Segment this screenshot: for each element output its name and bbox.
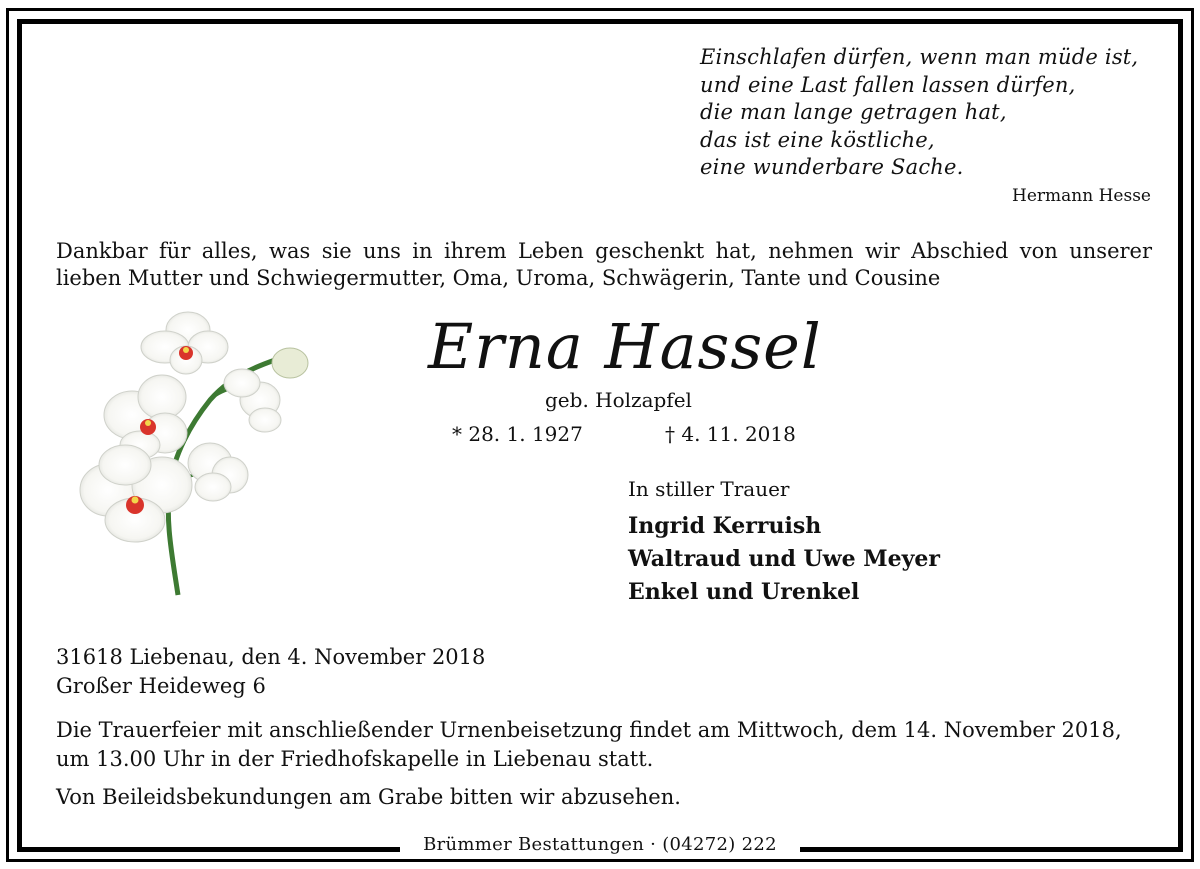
mourning-label: In stiller Trauer — [628, 477, 790, 501]
deceased-name: Erna Hassel — [428, 310, 822, 383]
poem-line: und eine Last fallen lassen dürfen, — [700, 72, 1076, 97]
mourners-list — [628, 510, 940, 609]
mourner-name: Waltraud und Uwe Meyer — [628, 546, 940, 572]
funeral-home-info: Brümmer Bestattungen · (04272) 222 — [423, 834, 777, 855]
mourner-name: Enkel und Urenkel — [628, 579, 860, 605]
intro-text: Dankbar für alles, was sie uns in ihrem Leben geschenkt hat, nehmen wir Abschied von unserer lieben Mutter und Schwiegermutter, Oma, Uroma, Schwägerin, Tante und Cousine — [56, 239, 1152, 290]
birth-name: geb. Holzapfel — [545, 388, 692, 412]
mourner-name: Ingrid Kerruish — [628, 513, 822, 539]
footer — [400, 832, 800, 858]
place-date: 31618 Liebenau, den 4. November 2018 — [56, 645, 486, 669]
condolence-text: Von Beileidsbekundungen am Grabe bitten wir abzusehen. — [56, 785, 681, 809]
poem — [700, 44, 1150, 182]
poem-line: die man lange getragen hat, — [700, 100, 1007, 124]
death-date: † 4. 11. 2018 — [665, 422, 796, 446]
birth-date: * 28. 1. 1927 — [452, 422, 583, 446]
orchid-icon — [70, 305, 320, 600]
address — [56, 643, 485, 701]
poem-line: Einschlafen dürfen, wenn man müde ist, — [700, 45, 1139, 69]
ceremony-text: Die Trauerfeier mit anschließender Urnenbeisetzung findet am Mittwoch, dem 14. November 2018, um 13.00 Uhr in der Friedhofskapelle in Liebenau statt. — [56, 718, 1122, 771]
poem-line: eine wunderbare Sache. — [700, 155, 964, 179]
poem-line: das ist eine köstliche, — [700, 127, 935, 152]
street-address: Großer Heideweg 6 — [56, 674, 266, 698]
poem-author: Hermann Hesse — [1012, 186, 1151, 206]
